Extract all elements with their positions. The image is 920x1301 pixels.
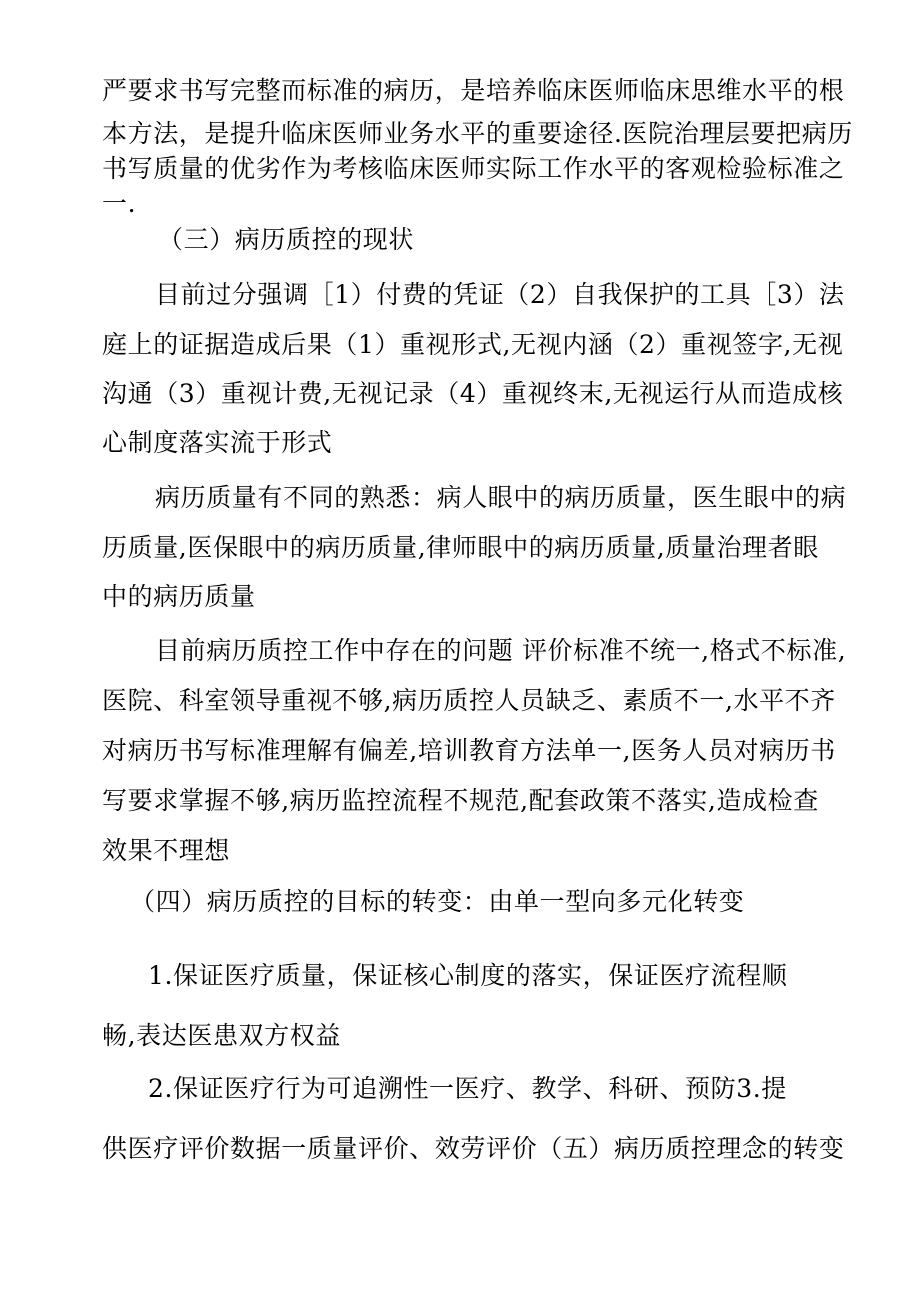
section-heading-text: （四）病历质控的目标的转变：由单一型向多元化转变 bbox=[130, 887, 745, 916]
text-line: 2.保证医疗行为可追溯性一医疗、教学、科研、预防3.提 bbox=[148, 1074, 787, 1103]
text-line: 目前病历质控工作中存在的问题 评价标准不统一,格式不标准, bbox=[155, 636, 847, 665]
text-line: 畅,表达医患双方权益 bbox=[102, 1021, 341, 1050]
text-line: 中的病历质量 bbox=[102, 582, 256, 611]
text-line: 效果不理想 bbox=[102, 836, 231, 865]
text-line: 一. bbox=[102, 189, 137, 218]
text-line: 写要求掌握不够,病历监控流程不规范,配套政策不落实,造成检查 bbox=[102, 786, 819, 815]
text-line: 庭上的证据造成后果（1）重视形式,无视内涵（2）重视签字,无视 bbox=[102, 330, 844, 359]
text-line: 对病历书写标准理解有偏差,培训教育方法单一,医务人员对病历书 bbox=[102, 736, 836, 765]
text-line: 目前过分强调［1）付费的凭证（2）自我保护的工具［3）法 bbox=[155, 280, 845, 309]
section-heading-text: （三）病历质控的现状 bbox=[158, 225, 415, 254]
text-line: 书写质量的优劣作为考核临床医师实际工作水平的客观检验标准之 bbox=[102, 154, 845, 183]
text-line: 严要求书写完整而标准的病历，是培养临床医师临床思维水平的根 bbox=[102, 76, 845, 105]
text-line: 历质量,医保眼中的病历质量,律师眼中的病历质量,质量治理者眼 bbox=[102, 533, 819, 562]
text-line: 沟通（3）重视计费,无视记录（4）重视终末,无视运行从而造成核 bbox=[102, 379, 844, 408]
text-line: 本方法，是提升临床医师业务水平的重要途径.医院治理层要把病历 bbox=[102, 119, 853, 148]
text-line: 心制度落实流于形式 bbox=[102, 428, 333, 457]
text-line: 供医疗评价数据一质量评价、效劳评价（五）病历质控理念的转变 bbox=[102, 1134, 845, 1163]
text-line: 1.保证医疗质量，保证核心制度的落实，保证医疗流程顺 bbox=[148, 961, 788, 990]
text-line: 医院、科室领导重视不够,病历质控人员缺乏、素质不一,水平不齐 bbox=[102, 686, 836, 715]
text-line: 病历质量有不同的熟悉：病人眼中的病历质量，医生眼中的病 bbox=[155, 483, 847, 512]
